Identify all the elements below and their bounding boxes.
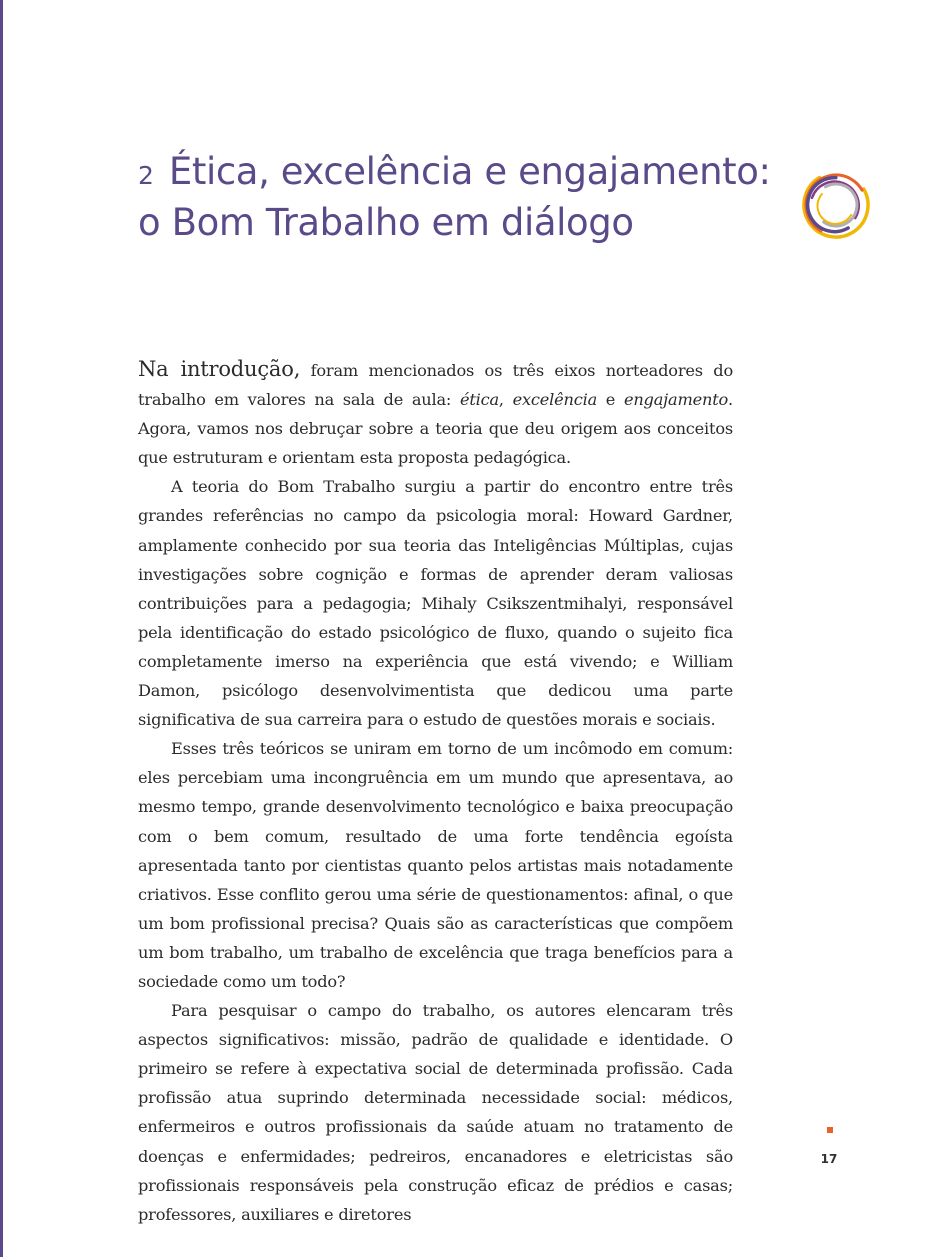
chapter-title-line1: Ética, excelência e engajamento: [168, 150, 771, 193]
paragraph-1 [138, 355, 733, 472]
italic-excellence: excelência [512, 390, 598, 410]
body-text [138, 355, 733, 1229]
page-left-border [0, 0, 3, 1257]
paragraph-2: A teoria do Bom Trabalho surgiu a partir do encontro entre três grandes referências no campo da psicologia moral: Howard Gardner, amplamente conhecido por sua teoria das Inteligências Múltiplas, cujas investigações sobre cognição e formas de aprender deram valiosas contribuições para a pedagogia; Mihaly Csikszentmihalyi, responsável pela identificação do estado psicológico de fluxo, quando o sujeito fica completamente imerso na experiência que está vivendo; e William Damon, psicólogo desenvolvimentista que dedicou uma parte significativa de sua carreira para o estudo de questões morais e sociais. [138, 477, 733, 730]
page-accent-marker [827, 1127, 833, 1133]
separator-1: , [498, 390, 513, 410]
paragraph-3: Esses três teóricos se uniram em torno de um incômodo em comum: eles percebiam uma incongruência em um mundo que apresentava, ao mesmo tempo, grande desenvolvimento tecnológico e baixa preocupação com o bem comum, resultado de uma forte tendência egoísta apresentada tanto por cientistas quanto pelos artistas mais notadamente criativos. Esse conflito gerou uma série de questionamentos: afinal, o que um bom profissional precisa? Quais são as características que compõem um bom trabalho, um trabalho de excelência que traga benefícios para a sociedade como um todo? [138, 739, 733, 991]
chapter-heading [138, 148, 778, 246]
chapter-number: 2 [138, 161, 154, 190]
italic-engagement: engajamento [623, 390, 729, 410]
italic-ethics: ética [459, 390, 499, 410]
paragraph-1-text-b: . Agora, vamos nos debruçar sobre a teoria que deu origem aos conceitos que estruturam e orientam esta proposta pedagógica. [138, 390, 733, 468]
paragraph-1-text-a: foram mencionados os três eixos norteadores do trabalho em valores na sala de aula: [138, 361, 733, 410]
chapter-title-line2: o Bom Trabalho em diálogo [138, 201, 634, 244]
concentric-rings-emblem-icon [797, 166, 875, 244]
paragraph-4: Para pesquisar o campo do trabalho, os autores elencaram três aspectos significativos: missão, padrão de qualidade e identidade. O primeiro se refere à expectativa social de determinada profissão. Cada profissão atua suprindo determinada necessidade social: médicos, enfermeiros e outros profissionais da saúde atuam no tratamento de doenças e enfermidades; pedreiros, encanadores e eletricistas são profissionais responsáveis pela construção eficaz de prédios e casas; professores, auxiliares e diretores [138, 1001, 733, 1224]
lead-in-text: Na introdução, [138, 357, 301, 381]
page-number: 17 [820, 1152, 838, 1166]
separator-2: e [597, 390, 624, 410]
